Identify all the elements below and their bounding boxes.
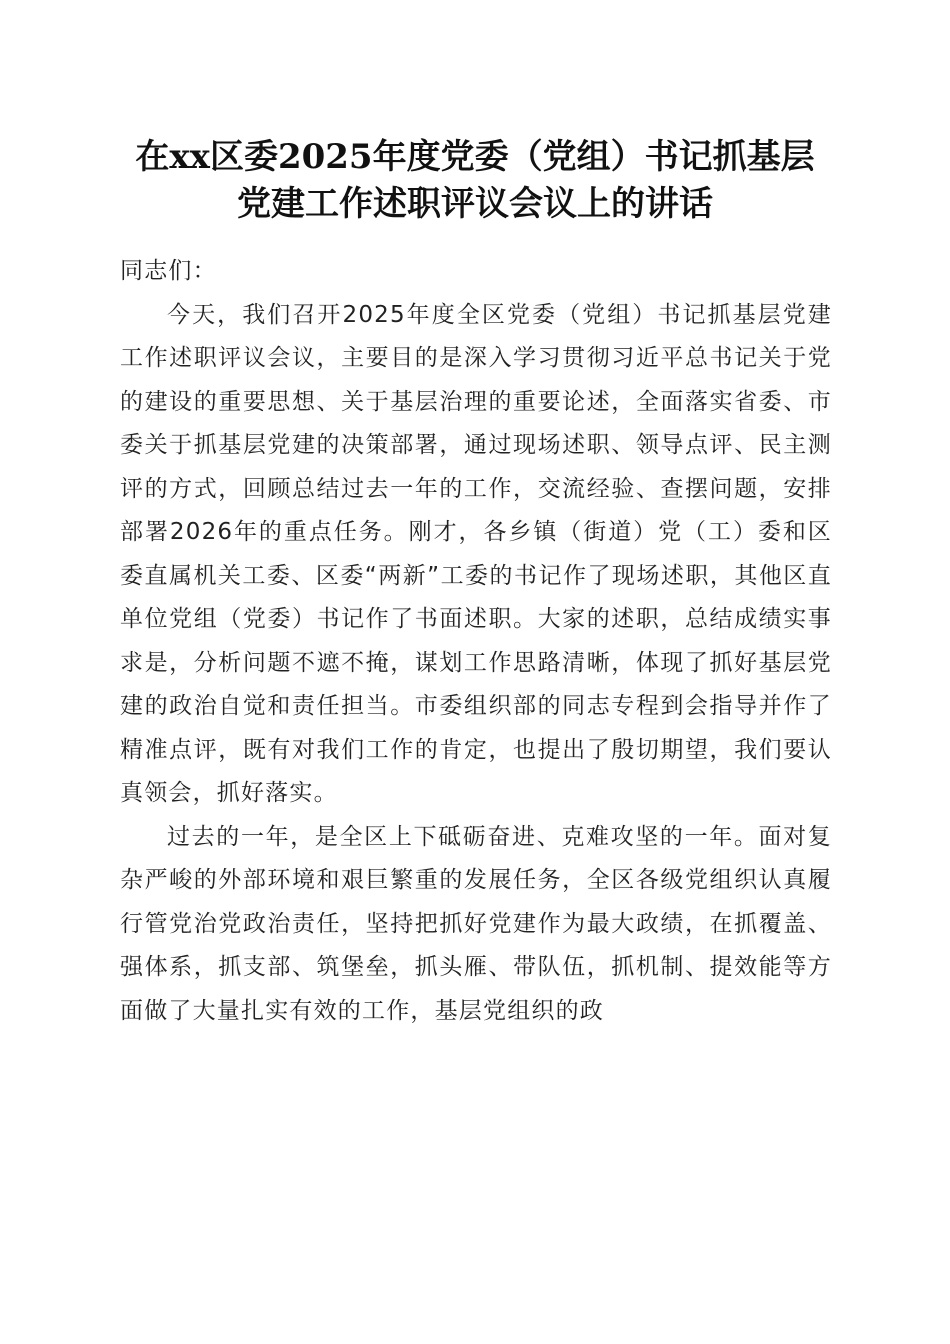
title-line-2: 党建工作述职评议会议上的讲话 [237,184,713,224]
document-title [100,134,850,228]
document-body [120,250,832,1033]
title-line-1: 在xx区委2025年度党委（党组）书记抓基层 [135,137,815,177]
paragraph-2: 过去的一年，是全区上下砥砺奋进、克难攻坚的一年。面对复杂严峻的外部环境和艰巨繁重的发展任务，全区各级党组织认真履行管党治党政治责任，坚持把抓好党建作为最大政绩，在抓覆盖、强体系，抓支部、筑堡垒，抓头雁、带队伍，抓机制、提效能等方面做了大量扎实有效的工作，基层党组织的政 [120,823,832,1024]
paragraph-1: 今天，我们召开2025年度全区党委（党组）书记抓基层党建工作述职评议会议，主要目的是深入学习贯彻习近平总书记关于党的建设的重要思想、关于基层治理的重要论述，全面落实省委、市委关于抓基层党建的决策部署，通过现场述职、领导点评、民主测评的方式，回顾总结过去一年的工作，交流经验、查摆问题，安排部署2026年的重点任务。刚才，各乡镇（街道）党（工）委和区委直属机关工委、区委“两新”工委的书记作了现场述职，其他区直单位党组（党委）书记作了书面述职。大家的述职，总结成绩实事求是，分析问题不遮不掩，谋划工作思路清晰，体现了抓好基层党建的政治自觉和责任担当。市委组织部的同志专程到会指导并作了精准点评，既有对我们工作的肯定，也提出了殷切期望，我们要认真领会，抓好落实。 [120,301,832,806]
salutation: 同志们： [120,258,217,284]
